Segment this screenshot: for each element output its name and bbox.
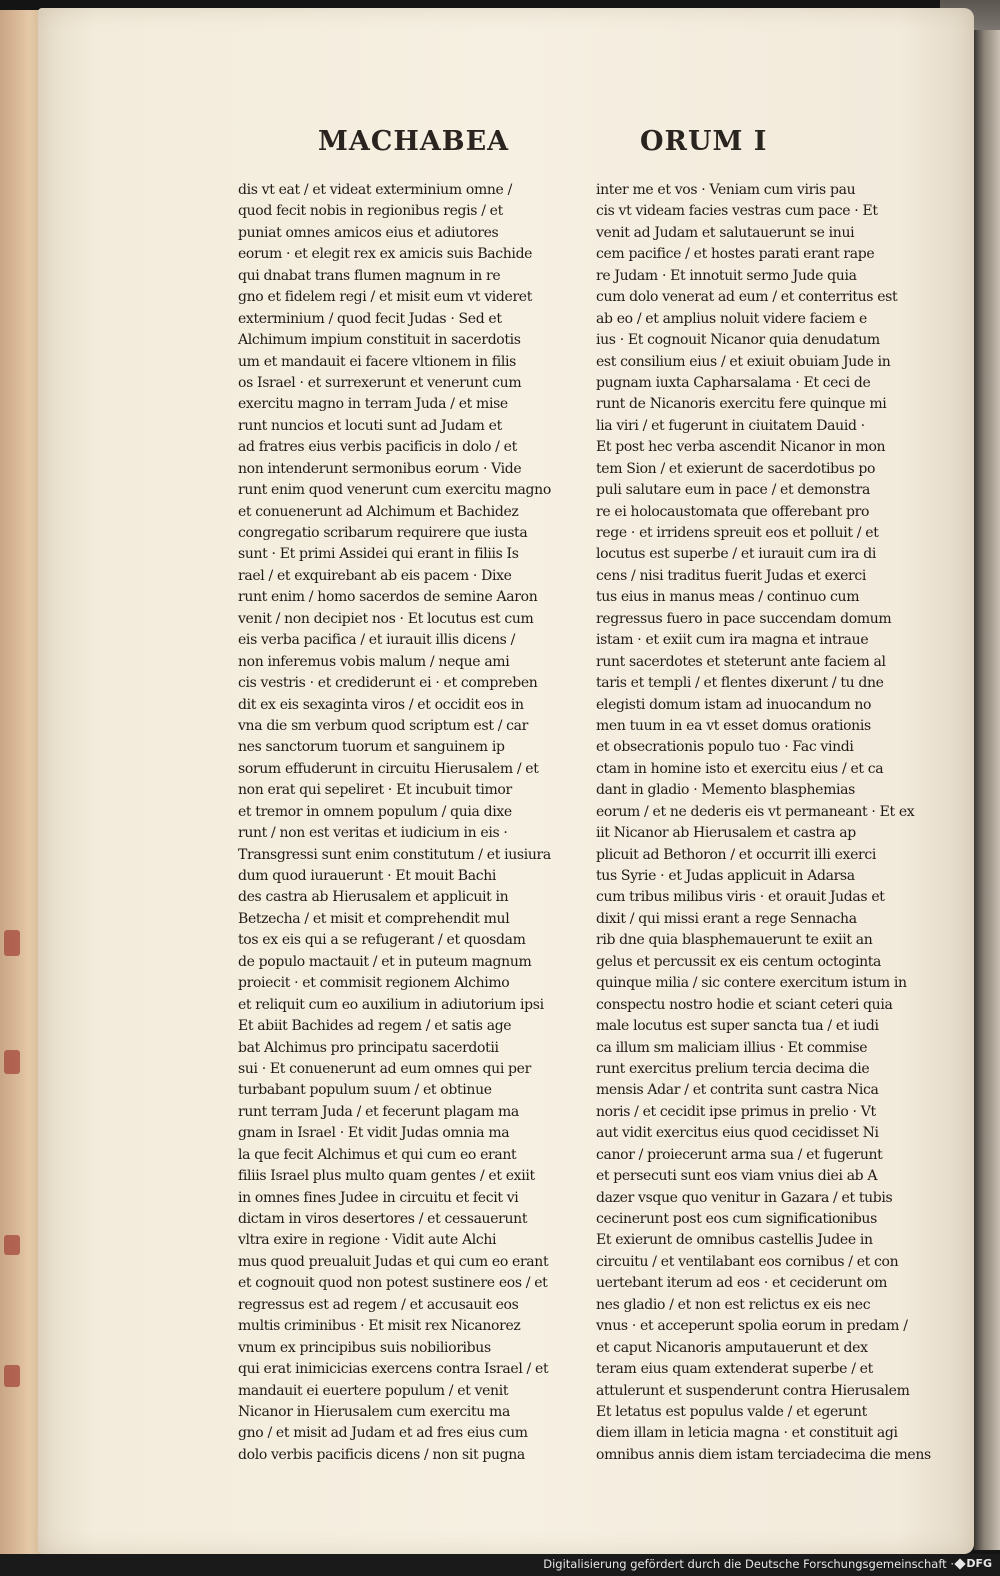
- text-line: teram eius quam extenderat superbe / et: [596, 1361, 873, 1378]
- dfg-logo: DFG: [956, 1557, 992, 1570]
- text-line: eorum · et elegit rex ex amicis suis Bachide: [238, 246, 533, 263]
- fore-edge-tab: [4, 1235, 20, 1255]
- text-line: est consilium eius / et exiuit obuiam Jude in: [596, 353, 891, 370]
- text-line: Et abiit Bachides ad regem / et satis age: [238, 1018, 512, 1035]
- text-line: diem illam in leticia magna · et constituit agi: [596, 1425, 898, 1442]
- text-line: tus eius in manus meas / continuo cum: [596, 589, 860, 606]
- text-line: Et post hec verba ascendit Nicanor in mon: [596, 439, 886, 456]
- text-line: plicuit ad Bethoron / et occurrit illi exerci: [596, 846, 877, 863]
- text-line: venit ad Judam et salutauerunt se inui: [596, 224, 855, 241]
- fore-edge-tab: [4, 930, 20, 956]
- funding-notice: Digitalisierung gefördert durch die Deutsche Forschungsgemeinschaft ·: [543, 1557, 954, 1571]
- text-line: noris / et cecidit ipse primus in prelio · Vt: [596, 1103, 876, 1120]
- text-line: et caput Nicanoris amputauerunt et dex: [596, 1339, 868, 1356]
- text-line: rege · et irridens spreuit eos et polluit / et: [596, 525, 879, 541]
- text-line: vnum ex principibus suis nobilioribus: [238, 1339, 491, 1356]
- text-line: regressus fuero in pace succendam domum: [596, 610, 892, 627]
- text-line: eis verba pacifica / et iurauit illis dicens /: [238, 632, 515, 649]
- text-line: ius · Et cognouit Nicanor quia denudatum: [596, 332, 880, 349]
- text-line: circuitu / et ventilabant eos cornibus / et con: [596, 1253, 899, 1270]
- text-line: conspectu nostro hodie et sciant ceteri quia: [596, 996, 893, 1013]
- running-head-left: MACHABEA: [318, 126, 510, 157]
- text-line: sunt · Et primi Assidei qui erant in filiis Is: [238, 546, 519, 563]
- text-line: os Israel · et surrexerunt et venerunt cum: [238, 374, 522, 391]
- text-line: runt enim quod venerunt cum exercitu magno: [238, 482, 551, 499]
- text-line: attulerunt et suspenderunt contra Hierusalem: [596, 1382, 910, 1399]
- text-line: ab eo / et amplius noluit videre faciem e: [596, 310, 867, 327]
- text-line: filiis Israel plus multo quam gentes / et exiit: [238, 1168, 535, 1185]
- text-line: inter me et vos · Veniam cum viris pau: [596, 182, 856, 198]
- text-line: regressus est ad regem / et accusauit eos: [238, 1296, 519, 1313]
- running-head-right: ORUM I: [640, 126, 768, 157]
- text-line: lia viri / et fugerunt in ciuitatem Dauid ·: [596, 417, 865, 434]
- text-line: ctam in homine isto et exercitu eius / et ca: [596, 760, 884, 777]
- text-line: nes sanctorum tuorum et sanguinem ip: [238, 739, 505, 756]
- text-line: congregatio scribarum requirere que iusta: [238, 525, 528, 541]
- fore-edge-tab: [4, 1365, 20, 1387]
- text-line: qui erat inimicicias exercens contra Israel / et: [238, 1361, 549, 1378]
- text-line: runt enim / homo sacerdos de semine Aaron: [238, 589, 538, 606]
- text-line: Et exierunt de omnibus castellis Judee in: [596, 1232, 873, 1249]
- text-line: taris et templi / et flentes dixerunt / tu dne: [596, 675, 884, 692]
- text-line: et cognouit quod non potest sustinere eos / et: [238, 1275, 548, 1292]
- text-line: runt de Nicanoris exercitu fere quinque mi: [596, 396, 887, 413]
- text-line: eorum / et ne dederis eis vt permaneant · Et ex: [596, 803, 915, 820]
- text-line: dixit / qui missi erant a rege Sennacha: [596, 910, 857, 927]
- text-line: mandauit ei euertere populum / et venit: [238, 1382, 509, 1399]
- text-line: et persecuti sunt eos viam vnius diei ab A: [596, 1168, 878, 1185]
- text-line: non intenderunt sermonibus eorum · Vide: [238, 460, 522, 477]
- text-line: quod fecit nobis in regionibus regis / et: [238, 203, 503, 220]
- text-line: cum dolo venerat ad eum / et conterritus est: [596, 289, 898, 306]
- text-line: cecinerunt post eos cum significationibus: [596, 1211, 877, 1227]
- text-line: mensis Adar / et contrita sunt castra Nica: [596, 1082, 879, 1099]
- text-line: puniat omnes amicos eius et adiutores: [238, 224, 499, 241]
- text-line: Nicanor in Hierusalem cum exercitu ma: [238, 1403, 510, 1420]
- text-line: vnus · et acceperunt spolia eorum in predam /: [596, 1318, 908, 1335]
- text-line: omnibus annis diem istam terciadecima die mens: [596, 1446, 931, 1463]
- text-line: dum quod iurauerunt · Et mouit Bachi: [238, 868, 497, 884]
- text-line: cis vestris · et crediderunt ei · et compreben: [238, 675, 538, 692]
- text-line: et reliquit cum eo auxilium in adiutorium ipsi: [238, 996, 544, 1013]
- text-line: cis vt videam facies vestras cum pace · Et: [596, 203, 878, 220]
- text-line: istam · et exiit cum ira magna et intraue: [596, 632, 869, 649]
- text-line: ca illum sm maliciam illius · Et commise: [596, 1039, 868, 1056]
- text-line: gelus et percussit ex eis centum octoginta: [596, 953, 882, 970]
- text-line: qui dnabat trans flumen magnum in re: [238, 267, 501, 284]
- text-line: multis criminibus · Et misit rex Nicanorez: [238, 1318, 521, 1335]
- text-line: Betzecha / et misit et comprehendit mul: [238, 910, 510, 927]
- text-line: des castra ab Hierusalem et applicuit in: [238, 889, 509, 906]
- text-line: et tremor in omnem populum / quia dixe: [238, 803, 512, 820]
- text-line: canor / proiecerunt arma sua / et fugerunt: [596, 1146, 883, 1163]
- text-line: dictam in viros desertores / et cessauerunt: [238, 1211, 528, 1227]
- text-line: elegisti domum istam ad inuocandum no: [596, 696, 872, 713]
- text-line: vna die sm verbum quod scriptum est / car: [238, 717, 528, 734]
- text-line: tem Sion / et exierunt de sacerdotibus po: [596, 460, 876, 477]
- text-line: uertebant iterum ad eos · et ceciderunt om: [596, 1275, 887, 1292]
- text-line: dant in gladio · Memento blasphemias: [596, 782, 855, 799]
- text-line: sorum effuderunt in circuitu Hierusalem / et: [238, 760, 539, 777]
- text-line: vltra exire in regione · Vidit aute Alchi: [238, 1232, 497, 1249]
- text-line: locutus est superbe / et iurauit cum ira di: [596, 546, 876, 563]
- text-line: et obsecrationis populo tuo · Fac vindi: [596, 739, 854, 756]
- text-line: la que fecit Alchimus et qui cum eo erant: [238, 1146, 517, 1163]
- text-line: iit Nicanor ab Hierusalem et castra ap: [596, 825, 856, 842]
- text-line: runt / non est veritas et iudicium in eis ·: [238, 825, 508, 842]
- text-line: men tuum in ea vt esset domus orationis: [596, 717, 871, 734]
- text-line: nes gladio / et non est relictus ex eis nec: [596, 1296, 871, 1313]
- text-line: aut vidit exercitus eius quod cecidisset Ni: [596, 1125, 879, 1142]
- text-line: de populo mactauit / et in puteum magnum: [238, 953, 532, 970]
- text-line: um et mandauit ei facere vltionem in filis: [238, 353, 516, 370]
- text-line: mus quod preualuit Judas et qui cum eo erant: [238, 1253, 549, 1270]
- fore-edge-tab: [4, 1050, 20, 1074]
- footer-bar: [0, 1554, 1000, 1576]
- text-line: dit ex eis sexaginta viros / et occidit eos in: [238, 696, 524, 713]
- text-line: re ei holocaustomata que offerebant pro: [596, 503, 870, 520]
- text-column-left: [238, 180, 551, 1466]
- text-line: gno / et misit ad Judam et ad fres eius cum: [238, 1425, 528, 1442]
- text-line: tus Syrie · et Judas applicuit in Adarsa: [596, 868, 855, 884]
- text-line: re Judam · Et innotuit sermo Jude quia: [596, 267, 857, 284]
- text-line: exterminium / quod fecit Judas · Sed et: [238, 310, 502, 327]
- text-line: in omnes fines Judee in circuitu et fecit vi: [238, 1189, 519, 1206]
- text-line: runt nuncios et locuti sunt ad Judam et: [238, 417, 502, 434]
- text-line: dis vt eat / et videat exterminium omne /: [238, 182, 512, 198]
- text-line: cens / nisi traditus fuerit Judas et exerci: [596, 567, 867, 584]
- text-line: proiecit · et commisit regionem Alchimo: [238, 975, 510, 992]
- text-line: rael / et exquirebant ab eis pacem · Dixe: [238, 567, 512, 584]
- text-line: runt sacerdotes et steterunt ante faciem al: [596, 653, 886, 670]
- text-line: male locutus est super sancta tua / et iudi: [596, 1018, 879, 1035]
- text-line: rib dne quia blasphemauerunt te exiit an: [596, 932, 873, 949]
- text-line: Et letatus est populus valde / et egerunt: [596, 1403, 867, 1420]
- text-line: cum tribus milibus viris · et orauit Judas et: [596, 889, 885, 906]
- text-line: cem pacifice / et hostes parati erant rape: [596, 246, 875, 263]
- text-line: gno et fidelem regi / et misit eum vt videret: [238, 289, 533, 306]
- text-line: et conuenerunt ad Alchimum et Bachidez: [238, 503, 519, 520]
- text-line: ad fratres eius verbis pacificis in dolo / et: [238, 439, 517, 456]
- text-line: quinque milia / sic contere exercitum istum in: [596, 975, 907, 992]
- text-line: runt exercitus prelium tercia decima die: [596, 1060, 870, 1077]
- text-line: sui · Et conuenerunt ad eum omnes qui per: [238, 1060, 531, 1077]
- text-line: bat Alchimus pro principatu sacerdotii: [238, 1039, 499, 1056]
- text-column-right: [596, 180, 931, 1466]
- text-line: Alchimum impium constituit in sacerdotis: [238, 332, 521, 349]
- text-line: exercitu magno in terram Juda / et mise: [238, 396, 508, 413]
- text-line: non inferemus vobis malum / neque ami: [238, 653, 510, 670]
- text-line: runt terram Juda / et fecerunt plagam ma: [238, 1103, 519, 1120]
- text-line: dolo verbis pacificis dicens / non sit pugna: [238, 1446, 525, 1463]
- text-line: venit / non decipiet nos · Et locutus est cum: [238, 610, 534, 627]
- text-line: tos ex eis qui a se refugerant / et quosdam: [238, 932, 526, 949]
- text-line: pugnam iuxta Capharsalama · Et ceci de: [596, 374, 871, 391]
- text-line: puli salutare eum in pace / et demonstra: [596, 482, 871, 499]
- text-line: dazer vsque quo venitur in Gazara / et tubis: [596, 1189, 893, 1206]
- next-page-edge: [974, 30, 1000, 1550]
- text-line: gnam in Israel · Et vidit Judas omnia ma: [238, 1125, 510, 1142]
- text-line: turbabant populum suum / et obtinue: [238, 1082, 492, 1099]
- text-line: non erat qui sepeliret · Et incubuit timor: [238, 782, 512, 799]
- text-line: Transgressi sunt enim constitutum / et iusiura: [238, 846, 551, 863]
